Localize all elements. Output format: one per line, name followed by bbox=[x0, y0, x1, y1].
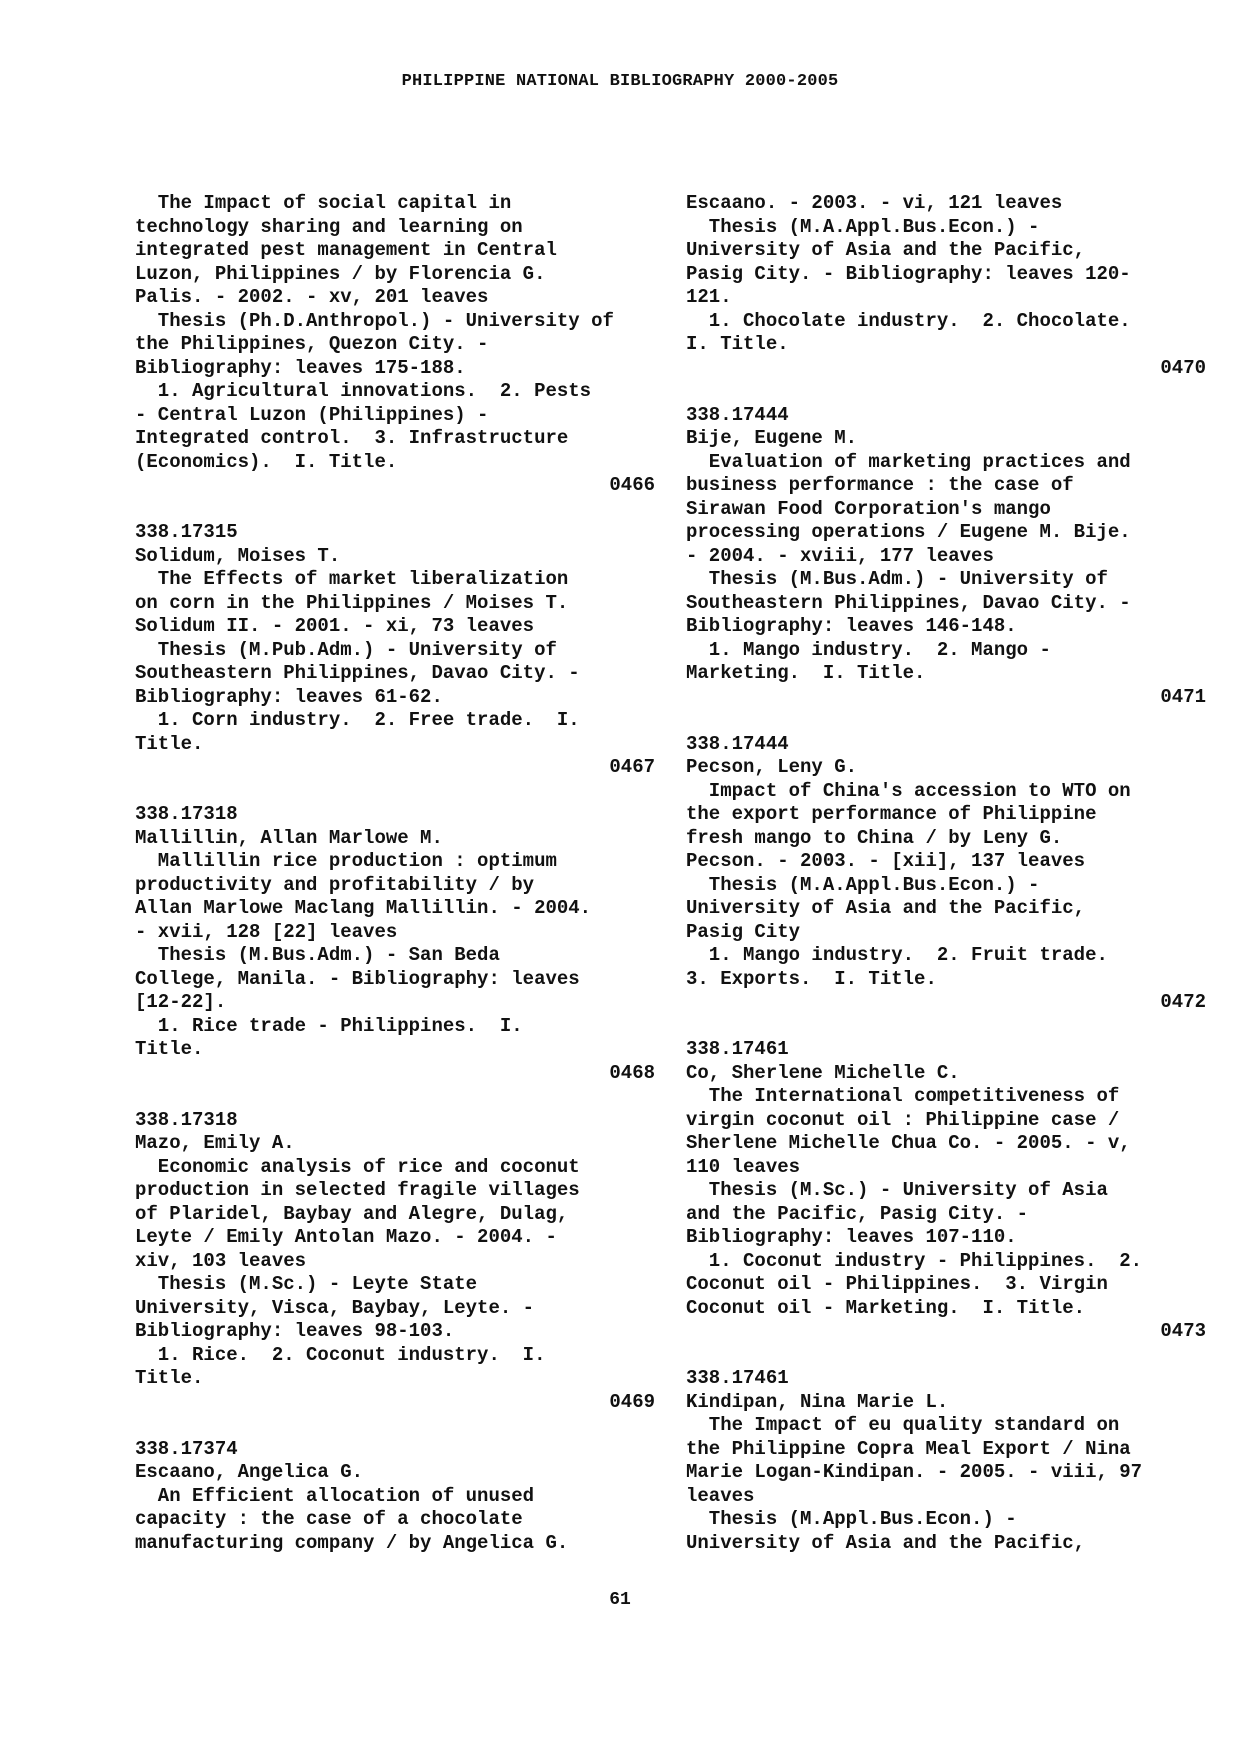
entry-line: Mallillin, Allan Marlowe M. bbox=[135, 826, 443, 849]
entry-line: 1. Corn industry. 2. Free trade. I. bbox=[135, 709, 580, 731]
entry-line: Southeastern Philippines, Davao City. - bbox=[686, 591, 1131, 614]
entry-line: Thesis (Ph.D.Anthropol.) - University of bbox=[135, 309, 614, 332]
entry-line: 1. Mango industry. 2. Mango - bbox=[686, 638, 1051, 661]
entry-number: 0468 bbox=[609, 1061, 655, 1084]
entry-line: Thesis (M.Bus.Adm.) - University of bbox=[686, 568, 1108, 590]
entry-line: Escaano. - 2003. - vi, 121 leaves bbox=[686, 192, 1063, 214]
bibliography-entry bbox=[135, 192, 655, 498]
entry-line: 1. Agricultural innovations. 2. Pests bbox=[135, 380, 592, 402]
bibliography-entry bbox=[686, 1038, 1206, 1344]
entry-line: (Economics). I. Title. bbox=[135, 450, 398, 473]
entry-line: Impact of China's accession to WTO on bbox=[686, 779, 1131, 802]
entry-line: 121. bbox=[686, 286, 732, 308]
entry-line: The Impact of social capital in bbox=[135, 192, 512, 214]
bibliography-entry bbox=[686, 192, 1206, 380]
entry-line: University of Asia and the Pacific, bbox=[686, 1531, 1086, 1554]
entry-line: Thesis (M.Bus.Adm.) - San Beda bbox=[135, 944, 500, 966]
entry-line: 110 leaves bbox=[686, 1155, 801, 1178]
entry-line: The Effects of market liberalization bbox=[135, 568, 569, 590]
entry-line: Mallillin rice production : optimum bbox=[135, 850, 557, 872]
entry-line: Southeastern Philippines, Davao City. - bbox=[135, 662, 580, 684]
entry-line: Escaano, Angelica G. bbox=[135, 1461, 364, 1483]
entry-line: processing operations / Eugene M. Bije. bbox=[686, 521, 1131, 543]
entry-line: Thesis (M.Pub.Adm.) - University of bbox=[135, 638, 557, 661]
entry-line: 338.17461 bbox=[686, 1367, 789, 1389]
entry-line: Palis. - 2002. - xv, 201 leaves bbox=[135, 286, 489, 308]
entry-line: 338.17461 bbox=[686, 1038, 789, 1060]
entry-line: Leyte / Emily Antolan Mazo. - 2004. - bbox=[135, 1226, 557, 1248]
entry-line: Coconut oil - Philippines. 3. Virgin bbox=[686, 1273, 1108, 1295]
entry-number: 0467 bbox=[609, 756, 655, 778]
entry-line: Bibliography: leaves 175-188. bbox=[135, 356, 466, 379]
entry-line: 1. Mango industry. 2. Fruit trade. bbox=[686, 944, 1108, 966]
right-column bbox=[686, 192, 1206, 1579]
entry-line: Bije, Eugene M. bbox=[686, 427, 858, 449]
entry-line: Thesis (M.A.Appl.Bus.Econ.) - bbox=[686, 873, 1040, 896]
entry-line: 338.17444 bbox=[686, 403, 789, 426]
entry-number: 0470 bbox=[1160, 356, 1206, 379]
entry-line: Thesis (M.Sc.) - Leyte State bbox=[135, 1273, 478, 1295]
entry-line: Marketing. I. Title. bbox=[686, 662, 926, 684]
entry-line: 338.17374 bbox=[135, 1437, 238, 1460]
entry-line: leaves bbox=[686, 1484, 755, 1507]
entry-line: Integrated control. 3. Infrastructure bbox=[135, 427, 569, 449]
entry-line: integrated pest management in Central bbox=[135, 239, 557, 261]
entry-line: 1. Rice trade - Philippines. I. bbox=[135, 1014, 523, 1037]
entry-line: Sherlene Michelle Chua Co. - 2005. - v, bbox=[686, 1132, 1131, 1154]
entry-number: 0469 bbox=[609, 1390, 655, 1413]
entry-line: Evaluation of marketing practices and bbox=[686, 450, 1131, 473]
entry-number: 0471 bbox=[1160, 685, 1206, 708]
entry-line: Mazo, Emily A. bbox=[135, 1132, 295, 1154]
entry-line: on corn in the Philippines / Moises T. bbox=[135, 591, 569, 614]
entry-line: 1. Coconut industry - Philippines. 2. bbox=[686, 1249, 1143, 1272]
entry-line: capacity : the case of a chocolate bbox=[135, 1508, 523, 1530]
entry-number: 0473 bbox=[1160, 1320, 1206, 1342]
entry-line: 1. Chocolate industry. 2. Chocolate. bbox=[686, 309, 1131, 332]
entry-line: production in selected fragile villages bbox=[135, 1179, 580, 1201]
entry-line: University, Visca, Baybay, Leyte. - bbox=[135, 1296, 535, 1319]
entry-line: Bibliography: leaves 107-110. bbox=[686, 1226, 1017, 1248]
entry-line: Title. bbox=[135, 1367, 204, 1389]
entry-number: 0472 bbox=[1160, 991, 1206, 1013]
entry-line: Pasig City bbox=[686, 920, 801, 943]
entry-line: 3. Exports. I. Title. bbox=[686, 967, 937, 990]
entry-line: fresh mango to China / by Leny G. bbox=[686, 826, 1063, 849]
entry-line: xiv, 103 leaves bbox=[135, 1249, 307, 1272]
entry-line: the Philippines, Quezon City. - bbox=[135, 333, 489, 355]
entry-line: productivity and profitability / by bbox=[135, 873, 535, 896]
entry-line: Title. bbox=[135, 1038, 204, 1060]
entry-line: Co, Sherlene Michelle C. bbox=[686, 1061, 960, 1084]
bibliography-entry bbox=[686, 404, 1206, 710]
entry-line: business performance : the case of bbox=[686, 474, 1074, 496]
entry-line: Bibliography: leaves 98-103. bbox=[135, 1320, 455, 1342]
entry-line: Luzon, Philippines / by Florencia G. bbox=[135, 262, 546, 285]
bibliography-entry bbox=[135, 803, 655, 1085]
bibliography-entry bbox=[686, 1367, 1206, 1555]
entry-line: Marie Logan-Kindipan. - 2005. - viii, 97 bbox=[686, 1461, 1143, 1483]
entry-line: 338.17315 bbox=[135, 521, 238, 543]
entry-line: College, Manila. - Bibliography: leaves bbox=[135, 967, 580, 990]
entry-line: I. Title. bbox=[686, 333, 789, 355]
entry-line: - xvii, 128 [22] leaves bbox=[135, 920, 398, 943]
entry-line: Economic analysis of rice and coconut bbox=[135, 1155, 580, 1178]
entry-number: 0466 bbox=[609, 474, 655, 496]
entry-line: University of Asia and the Pacific, bbox=[686, 897, 1086, 919]
entry-line: Solidum II. - 2001. - xi, 73 leaves bbox=[135, 615, 535, 637]
entry-line: and the Pacific, Pasig City. - bbox=[686, 1202, 1029, 1225]
entry-line: An Efficient allocation of unused bbox=[135, 1484, 535, 1507]
page-number: 61 bbox=[609, 1590, 631, 1610]
entry-line: Allan Marlowe Maclang Mallillin. - 2004. bbox=[135, 897, 592, 919]
entry-line: Pecson. - 2003. - [xii], 137 leaves bbox=[686, 850, 1086, 872]
entry-line: Coconut oil - Marketing. I. Title. bbox=[686, 1296, 1086, 1319]
page-header-title: PHILIPPINE NATIONAL BIBLIOGRAPHY 2000-2005 bbox=[401, 72, 839, 91]
entry-line: - Central Luzon (Philippines) - bbox=[135, 403, 489, 426]
entry-line: Pasig City. - Bibliography: leaves 120- bbox=[686, 262, 1131, 285]
entry-line: the export performance of Philippine bbox=[686, 803, 1097, 825]
bibliography-entry bbox=[135, 1109, 655, 1415]
entry-line: 338.17318 bbox=[135, 1108, 238, 1131]
entry-line: Thesis (M.Sc.) - University of Asia bbox=[686, 1179, 1108, 1201]
entry-line: Pecson, Leny G. bbox=[686, 756, 858, 778]
entry-line: Solidum, Moises T. bbox=[135, 544, 341, 567]
entry-line: Title. bbox=[135, 732, 204, 755]
entry-line: - 2004. - xviii, 177 leaves bbox=[686, 544, 994, 567]
bibliography-entry bbox=[135, 1438, 655, 1556]
entry-line: Bibliography: leaves 146-148. bbox=[686, 615, 1017, 637]
entry-line: 338.17444 bbox=[686, 732, 789, 755]
entry-line: of Plaridel, Baybay and Alegre, Dulag, bbox=[135, 1202, 569, 1225]
entry-line: 338.17318 bbox=[135, 803, 238, 825]
entry-line: 1. Rice. 2. Coconut industry. I. bbox=[135, 1343, 546, 1366]
entry-line: manufacturing company / by Angelica G. bbox=[135, 1531, 569, 1554]
entry-line: technology sharing and learning on bbox=[135, 215, 523, 238]
entry-line: Sirawan Food Corporation's mango bbox=[686, 497, 1051, 520]
entry-line: University of Asia and the Pacific, bbox=[686, 239, 1086, 261]
entry-line: The Impact of eu quality standard on bbox=[686, 1414, 1120, 1436]
left-column bbox=[135, 192, 655, 1579]
entry-line: Bibliography: leaves 61-62. bbox=[135, 685, 443, 708]
entry-line: The International competitiveness of bbox=[686, 1085, 1120, 1107]
bibliography-entry bbox=[686, 733, 1206, 1015]
bibliography-entry bbox=[135, 521, 655, 780]
entry-line: the Philippine Copra Meal Export / Nina bbox=[686, 1437, 1131, 1460]
entry-line: virgin coconut oil : Philippine case / bbox=[686, 1108, 1120, 1131]
entry-line: Thesis (M.A.Appl.Bus.Econ.) - bbox=[686, 215, 1040, 238]
entry-line: Kindipan, Nina Marie L. bbox=[686, 1390, 949, 1413]
entry-line: Thesis (M.Appl.Bus.Econ.) - bbox=[686, 1508, 1017, 1530]
entry-line: [12-22]. bbox=[135, 991, 227, 1013]
